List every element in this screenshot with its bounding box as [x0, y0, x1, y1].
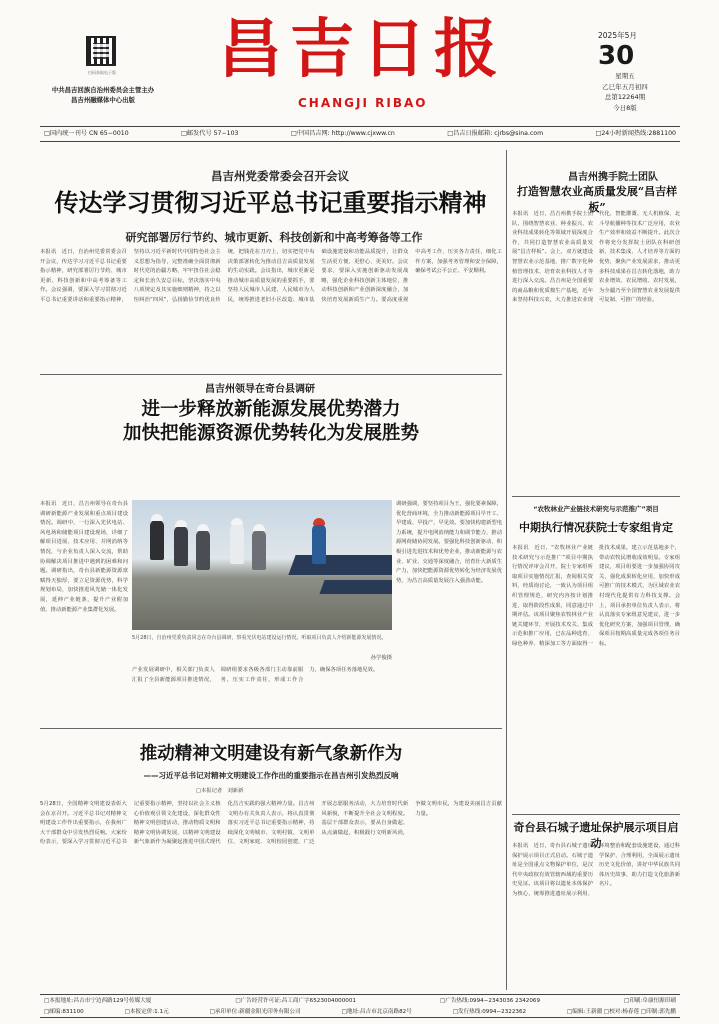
right-top-body: 本报讯 近日，昌吉州携手院士团队，围绕智慧农业、种业振兴、农业科技成果转化等领域开展深度合作，共同打造智慧农业高质量发展“昌吉样板”。会上，双方就建设智慧农业示范基地、推广数字化种植管理技术、培育农业科技人才等进行深入交流。昌吉州是全国重要的商品粮和优质棉生产基地，近年来坚持科技兴农，大力推进农业现代化，智能灌溉、无人机植保、北斗导航播种等技术广泛应用，农业生产效率和效益不断提升。此次合作将充分发挥院士团队在科研创新、技术集成、人才培养等方面的优势，聚焦产业发展需求，推动更多科技成果在昌吉转化落地，助力农业增效、农民增收、农村发展，为全疆乃至全国智慧农业发展提供可复制、可推广的经验。 — [512, 211, 680, 304]
right-top-kicker: 昌吉州携手院士团队 — [568, 172, 658, 183]
bottom-subhead: ——习近平总书记对精神文明建设工作作出的重要指示在昌吉州引发热烈反响 — [143, 771, 399, 780]
middle-headline-2[interactable]: 加快把能源资源优势转化为发展胜势 — [122, 423, 419, 444]
publisher-line: 中共昌吉回族自治州委员会主管主办 — [51, 86, 155, 94]
info-item[interactable]: □昌吉日报邮箱: cjrbs@sina.com — [447, 130, 544, 137]
divider — [512, 496, 680, 497]
news-photo[interactable] — [132, 500, 392, 630]
bottom-body: 5月28日，全国精神文明建设表彰大会在京召开。习近平总书记对精神文明建设工作作出重要指示，在我州广大干部群众中引发热烈反响。大家纷纷表示，要深入学习贯彻习近平总书记重要指示精神，坚持以社会主义核心价值观引领文化建设，深化群众性精神文明创建活动，推动物质文明和精神文明协调发展，以精神文明建设新气象新作为凝聚起推进中国式现代化昌吉实践的强大精神力量。昌吉州文明办有关负责人表示，将认真贯彻落实习近平总书记重要指示精神，持续深化文明城市、文明村镇、文明单位、文明家庭、文明校园创建，广泛开展志愿服务活动，大力培育时代新风新貌，不断提升全社会文明程度。基层干部群众表示，要从自身做起、从点滴做起，积极践行文明新风尚，争做文明市民，为建设美丽昌吉贡献力量。 — [40, 801, 502, 846]
footer-item: □发行热线:0994−2322362 — [452, 1008, 527, 1015]
newspaper-logo: 昌吉日报 — [218, 12, 506, 87]
issue-info — [596, 71, 654, 113]
info-item[interactable]: □中国昌吉网: http://www.cjxww.cn — [290, 130, 395, 137]
middle-body-right: 调研强调，要坚持项目为王，强化要素保障，优化营商环境，全力推动新能源项目早开工、早建成、早投产、早见效。要加快构建新型电力系统，提升电网消纳能力和调节能力，推动源网荷储协同发展。要强化科技创新驱动，积极引进先进技术和优势企业，推动新能源与农业、矿业、交通等深度融合，培育壮大新质生产力，加快把能源资源优势转化为经济发展优势，为昌吉高质量发展注入强劲动能。 — [396, 501, 502, 584]
column-divider — [506, 150, 507, 990]
info-item: □国内统一刊号 CN 65−0010 — [44, 130, 129, 137]
publisher-info — [40, 85, 166, 105]
qr-code[interactable] — [86, 36, 116, 66]
issue-day: 30 — [598, 41, 635, 71]
weekday: 星期五 — [615, 72, 635, 80]
photo-caption: 5月28日，自治州党委负责同志在奇台县调研，察看光伏电站建设运行情况，听取项目负责人介绍新能源发展情况。 — [132, 635, 387, 641]
info-item: □邮发代号 57−103 — [181, 130, 239, 137]
bottom-headline[interactable]: 推动精神文明建设有新气象新作为 — [139, 744, 403, 764]
right-bottom-headline[interactable]: 奇台县石城子遗址保护展示项目启动 — [513, 821, 679, 850]
footer — [40, 994, 680, 1018]
footer-item: □本报定价:1.1元 — [124, 1008, 169, 1015]
right-top-headline[interactable]: 打造智慧农业高质量发展“昌吉样板” — [516, 185, 678, 214]
page-count: 今日8版 — [613, 103, 637, 112]
publisher-line: 昌吉州融媒体中心出版 — [71, 96, 135, 104]
right-mid-body: 本报讯 近日，“农牧林业产业链技术研究与示范推广”项目中期执行情况评审会召开，院士专家组听取项目实施情况汇报，查阅相关资料，经质询讨论，一致认为项目组织管理规范，研究内容按计划推进，取得阶段性成果，同意通过中期评估。该项目聚焦农牧林业产业链关键环节，开展技术攻关、集成示范和推广应用，已在品种选育、绿色种养、精深加工等方面取得一批技术成果，建立示范基地多个，带动农牧民增收成效明显。专家组建议，项目组要进一步加强协同攻关，强化成果转化应用，加快形成可推广的技术模式，为区域农业农村现代化提供有力科技支撑。会上，项目承担单位负责人表示，将认真落实专家组意见建议，进一步优化研究方案，加强项目管理，确保项目按期高质量完成各项任务目标。 — [512, 545, 680, 647]
footer-item: □地址:昌吉市北京南路82号 — [341, 1008, 412, 1015]
footer-row — [40, 995, 680, 1007]
right-mid-headline[interactable]: 中期执行情况获院士专家组肯定 — [519, 521, 673, 534]
issue-year-month: 2025年5月 — [598, 31, 637, 40]
newspaper-pinyin: CHANGJI RIBAO — [298, 96, 428, 110]
lead-body: 本报讯 近日，自治州党委常委会召开会议，传达学习习近平总书记重要指示精神，研究部署厉行节约、城市更新、科技创新和中高考筹备等工作。会议强调，要深入学习贯彻习近平总书记重要讲话和重要指示精神，坚持以习近平新时代中国特色社会主义思想为指导，完整准确全面贯彻新时代党的治疆方略，牢牢扭住社会稳定和长治久安总目标，坚决落实中央八项规定及其实施细则精神，持之以恒纠治“四风”，弘扬勤俭节约优良传统，把钱花在刀刃上，切实把党中央决策部署转化为推动昌吉高质量发展的生动实践。会议指出，城市更新是推动城市高质量发展的重要抓手，要坚持人民城市人民建、人民城市为人民，统筹推进老旧小区改造、城市基础设施建设和功能品质提升，让群众生活更方便、更舒心、更美好。会议要求，要深入实施创新驱动发展战略，强化企业科技创新主体地位，推动科技创新和产业创新深度融合，加快培育发展新质生产力。要高度重视中高考工作，压实各方责任，细化工作方案，加强考务管理和安全保障，确保考试公平公正、平安顺利。 — [40, 249, 502, 303]
footer-item: □广告经营许可证:昌工商广字6523004000001 — [235, 998, 356, 1004]
bottom-byline: □本报记者 刘新新 — [196, 788, 244, 794]
middle-kicker: 昌吉州领导在奇台县调研 — [205, 384, 315, 395]
footer-item: □邮编:831100 — [44, 1008, 84, 1015]
info-item: □24小时新闻热线:2881100 — [595, 130, 676, 137]
lead-headline[interactable]: 传达学习贯彻习近平总书记重要指示精神 — [54, 188, 487, 217]
middle-headline-1[interactable]: 进一步释放新能源发展优势潜力 — [141, 399, 401, 420]
right-mid-kicker: “农牧林业产业链技术研究与示范推广”项目 — [533, 505, 659, 513]
middle-body-left: 本报讯 近日，昌吉州领导在奇台县调研新能源产业发展和重点项目建设情况。调研中，一行深入光伏电站、风电场和储能项目建设现场，详细了解项目进展、技术应用、并网消纳等情况，与企业负责人深入交流，帮助协调解决项目推进中遇到的困难和问题。调研指出，奇台县新能源资源禀赋得天独厚，要立足资源优势，科学规划布局，加快推进风光储一体化发展，延伸产业链条，提升产业附加值，推动新能源产业集群化发展。 — [40, 501, 128, 613]
footer-item: □广告热线:0994−2343036 2342069 — [439, 998, 541, 1004]
photo-credit: 孙学俊摄 — [370, 655, 392, 661]
info-bar — [40, 126, 680, 142]
lunar-date: 乙巳年五月初四 — [602, 82, 648, 91]
divider — [40, 728, 502, 729]
lead-subhead: 研究部署厉行节约、城市更新、科技创新和中高考筹备等工作 — [125, 231, 423, 244]
divider — [512, 814, 680, 815]
lead-kicker: 昌吉州党委常委会召开会议 — [211, 169, 349, 183]
issue-total: 总第12264期 — [604, 93, 646, 101]
right-bottom-body: 本报讯 近日，奇台县石城子遗址保护展示项目正式启动。石城子遗址是全国重点文物保护单位，是汉代中央政权有效管辖西域的重要历史见证。该项目将以遗址本体保护为核心，统筹推进遗址展示利用、环境整治和配套设施建设，通过科学保护、合理利用，全面展示遗址历史文化价值，讲好中华民族共同体历史故事，助力打造文化旅游新名片。 — [512, 843, 680, 897]
footer-item: □本报地址:昌吉市宁边西路129号传媒大厦 — [44, 998, 152, 1004]
middle-body-bottom: 产业发展调研中，相关部门负责人汇报了全县新能源项目推进情况，调研组要求各级各部门主动靠前服务，压实工作责任，形成工作合力，确保各项任务落地见效。 — [132, 667, 379, 683]
divider — [40, 374, 502, 375]
footer-row — [40, 1007, 680, 1018]
footer-item: □承印单位:新疆金阳光印务有限公司 — [209, 1008, 301, 1015]
footer-item: □印刷:阜康恒源印刷 — [624, 998, 676, 1004]
qr-caption: 扫码获取电子版 — [88, 70, 116, 75]
footer-item: □编辑:王新疆 □校对:杨春莲 □印制:郭先鹏 — [567, 1008, 676, 1015]
